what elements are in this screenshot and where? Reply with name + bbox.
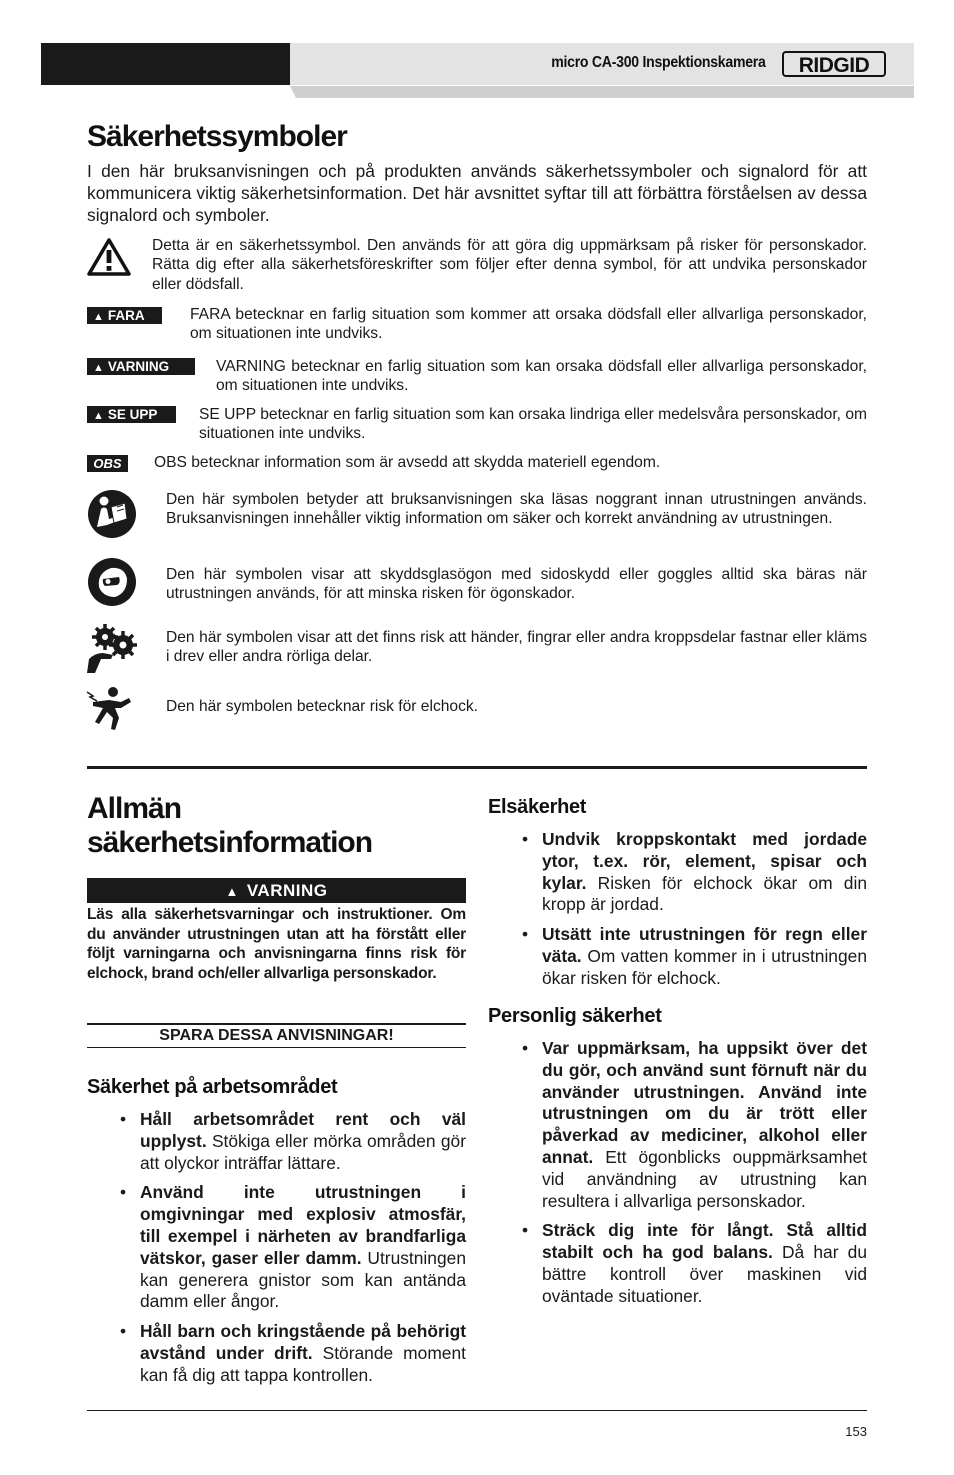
header-title: micro CA-300 Inspektionskamera xyxy=(551,54,766,71)
section-divider xyxy=(87,766,867,769)
work-area-list xyxy=(140,1109,466,1395)
warning-text: Läs alla säkerhetsvarningar och instruktioner. Om du använder utrustningen utan att ha förstått eller följt varningarna och anvisningarna finns risk för elchock, brand och/eller allvarliga personskador. xyxy=(87,906,466,982)
warning-triangle-icon: ▲ xyxy=(225,884,239,899)
list-item: • Var uppmärksam, ha uppsikt över det du gör, och använd sunt förnuft när du använder utrustningen. Använd inte utrustningen om du är trött eller påverkad av mediciner, alkohol eller annat. Ett ögonblicks ouppmärksamhet vid användning av utrustning kan resultera i allvarliga personskador. xyxy=(542,1038,867,1212)
section-title-line1: Allmän xyxy=(87,792,182,825)
warning-triangle-icon: ▲ xyxy=(93,311,104,323)
list-item: • Undvik kroppskontakt med jordade ytor, t.ex. rör, element, spisar och kylar. Risken för elchock ökar om din kropp är jordad. xyxy=(542,829,867,916)
svg-text:RIDGID: RIDGID xyxy=(798,54,870,77)
safety-alert-icon xyxy=(87,238,131,276)
seupp-badge xyxy=(87,406,176,423)
list-item: • Håll arbetsområdet rent och väl upplyst. Stökiga eller mörka områden gör att olyckor inträffar lättare. xyxy=(140,1109,466,1174)
gears-description: Den här symbolen visar att det finns risk att händer, fingrar eller andra kroppsdelar fastnar eller kläms i drev eller andra rörliga delar. xyxy=(166,629,867,666)
header-stripe xyxy=(290,86,914,98)
footer-rule xyxy=(87,1410,867,1411)
fara-description: FARA betecknar en farlig situation som kommer att orsaka dödsfall eller allvarliga personskador, om situationen inte undviks. xyxy=(190,306,867,343)
list-item: • Använd inte utrustningen i omgivningar med explosiv atmosfär, till exempel i närheten av brandfarliga vätskor, gaser eller damm. Utrustningen kan generera gnistor som kan antända damm eller ångor. xyxy=(140,1182,466,1313)
varning-description: VARNING betecknar en farlig situation som kan orsaka dödsfall eller allvarliga personskador, om situationen inte undviks. xyxy=(216,358,867,395)
heading-electrical: Elsäkerhet xyxy=(488,796,587,818)
fara-label: FARA xyxy=(107,308,145,323)
electric-shock-icon xyxy=(85,684,137,732)
list-item: • Håll barn och kringstående på behörigt avstånd under drift. Störande moment kan få dig att tappa kontrollen. xyxy=(140,1321,466,1386)
shock-description: Den här symbolen betecknar risk för elchock. xyxy=(166,698,479,715)
obs-badge: OBS xyxy=(87,455,128,472)
seupp-label: SE UPP xyxy=(107,407,158,422)
header-black-bar xyxy=(41,43,290,85)
list-item: • Sträck dig inte för långt. Stå alltid stabilt och ha god balans. Då har du bättre kontroll över maskinen vid oväntade situationer. xyxy=(542,1220,867,1307)
personal-list xyxy=(542,1038,867,1316)
list-item: • Utsätt inte utrustningen för regn eller väta. Om vatten kommer in i utrustningen ökar risken för elchock. xyxy=(542,924,867,989)
section-title-symbols: Säkerhetssymboler xyxy=(87,120,347,153)
save-instructions: SPARA DESSA ANVISNINGAR! xyxy=(159,1027,394,1044)
safety-goggles-icon xyxy=(87,557,137,607)
section-title-general xyxy=(87,792,372,860)
obs-description: OBS betecknar information som är avsedd att skydda materiell egendom. xyxy=(154,454,661,471)
manual-description: Den här symbolen betyder att bruksanvisningen ska läsas noggrant innan utrustningen används. Bruksanvisningen innehåller viktig information om säker och korrekt användning av utrustningen. xyxy=(166,491,867,528)
crush-hazard-gears-icon xyxy=(85,623,139,675)
section-title-line2: säkerhetsinformation xyxy=(87,826,373,859)
warning-triangle-icon: ▲ xyxy=(93,362,104,374)
electrical-list xyxy=(542,829,867,998)
varning-label: VARNING xyxy=(107,359,170,374)
heading-personal: Personlig säkerhet xyxy=(488,1005,662,1027)
symbols-intro: I den här bruksanvisningen och på produkten används säkerhetssymboler och signalord för att kommunicera viktig säkerhetsinformation. Det här avsnittet syftar till att förbättra förståelsen av dessa signalord och symboler. xyxy=(87,161,867,225)
goggles-description: Den här symbolen visar att skyddsglasögon med sidoskydd eller goggles alltid ska bäras när utrustningen används, för att minska risken för ögonskador. xyxy=(166,566,867,603)
varning-badge xyxy=(87,358,195,375)
page-number: 153 xyxy=(845,1424,867,1439)
save-rule-bottom xyxy=(87,1047,466,1048)
warning-banner-label: VARNING xyxy=(246,881,328,900)
seupp-description: SE UPP betecknar en farlig situation som kan orsaka lindriga eller medelsvåra personskador, om situationen inte undviks. xyxy=(199,406,867,443)
ridgid-logo xyxy=(782,50,886,78)
warning-banner xyxy=(87,878,466,903)
warning-triangle-icon: ▲ xyxy=(93,410,104,422)
read-manual-icon xyxy=(87,489,137,539)
heading-work-area: Säkerhet på arbetsområdet xyxy=(87,1076,338,1098)
alert-description: Detta är en säkerhetssymbol. Den används för att göra dig uppmärksam på risker för personskador. Rätta dig efter alla säkerhetsföreskrifter som följer efter denna symbol, för att undvika personskador eller dödsfall. xyxy=(152,237,867,293)
fara-badge xyxy=(87,307,162,324)
